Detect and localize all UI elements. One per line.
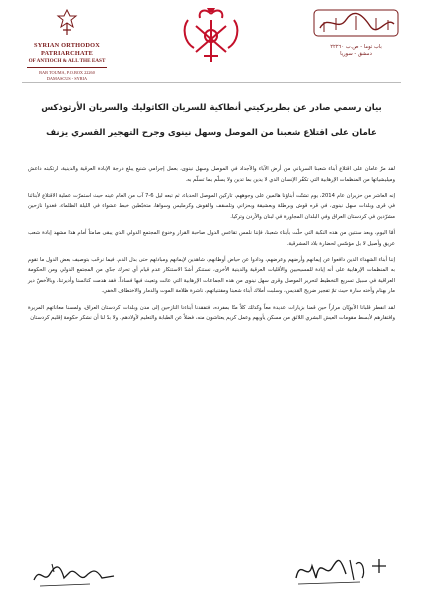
header-divider bbox=[22, 82, 401, 83]
letterhead-title: SYRIAN ORTHODOX PATRIARCHATE bbox=[34, 42, 100, 57]
patriarchate-crest-icon bbox=[52, 8, 82, 36]
letterhead-rule bbox=[27, 67, 107, 68]
letterhead-subtitle: OF ANTIOCH & ALL THE EAST bbox=[28, 58, 106, 64]
statement-body bbox=[28, 164, 395, 329]
patriarchal-emblem-icon bbox=[176, 6, 246, 64]
letterhead-city-ar: دمشق - سوريا bbox=[340, 51, 372, 57]
letterhead-left bbox=[8, 8, 126, 82]
paragraph: لقد انفطر قلبانا الأبويّان مراراً حين قمنا بزيارات عديدة معاً وكذلك كلاً منّا بمفرده، فتفقدنا أبناءنا النازحين إلى مدن وبلدات كردستان العراق، ولمسنا معاناتهم المريرة وافتقارهم لأبسط مقومات العيش البشري اللائق من مسكن يأويهم وعمل كريم يعتاشون منه، فضلاً عن الطبابة والتعليم لأولادهم. ولا بدّ لنا أن نشكر حكومة إقليم كردستان bbox=[28, 304, 395, 322]
statement-title: بيان رسمي صادر عن بطريركيتي أنطاكية للسريان الكاثوليك والسريان الأرثوذكس bbox=[41, 103, 382, 113]
letterhead-address-ar: باب توما - ص.ب ٢٢٢٦٠ bbox=[330, 44, 382, 50]
paragraph: لقد مرّ عامان على اقتلاع أبناء شعبنا السرياني من أرض الآباء والأجداد في الموصل وسهل نينوى، بعمل إجرامي شنيع يبلغ درجة الإبادة العرقية والدينية، ارتكبته داعش وميليشياتها من المنظمات الإرهابية التي تكفّر الإنسان الذي لا يدين بما تدين ولا يسلّم بما تسلّم به. bbox=[28, 166, 395, 183]
signature-left-icon bbox=[30, 558, 118, 590]
signature-right bbox=[290, 548, 396, 590]
letterhead-address: BAB TOUMA, P.O.BOX 22260 bbox=[39, 70, 95, 75]
signature-left bbox=[30, 558, 118, 590]
paragraph: إننا أبناء الشهداء الذين دافعوا عن إيمانهم وأرضهم وعرضهم، وذادوا عن حياض أوطانهم، شاهدين لإيمانهم ومبادئهم حتى بذل الدم. فيما نرحّب بتوصيف بعض الدول ما تقوم به المنظمات الإرهابية على أنه إبادة للمسيحيين والأقليات العرقية والدينية الأخرى، نستنكر أشدّ الاستنكار عدم قيام أي تحرك جدّي من المجتمع الدولي ومن الحكومة العراقية في سبيل تسريع التخطيط لتحرير الموصل وقرى سهل نينوى من هذه الجماعات الإرهابية التي عاثت وتعيث فيها فساداً. فقد هدمت كنائسنا وأديرتنا، وبالأخصّ دير مار بهنام وأخته سارة حيث تمّ تفجير ضريح القديس، وسلبت أملاك أبناء شعبنا ومقتنياتهم، ناشرة ظلامة الموت والدمار والاختطاف الخفي. bbox=[28, 256, 395, 295]
paragraph: أمّا اليوم، وبعد سنتين من هذه النكبة التي حلّت بأبناء شعبنا، فإننا نلمس تقاعس الدول صاحبة القرار وخنوع المجتمع الدولي الذي يبقى صامتاً أمام هذا مشهد إبادة شعب عريق وأصيل لا بل مؤسّس لحضارة بلاد المشرقية. bbox=[28, 229, 395, 247]
letterhead-city: DAMASCUS - SYRIA bbox=[46, 76, 88, 81]
letterhead-right bbox=[297, 8, 415, 58]
statement-subtitle: عامان على اقتلاع شعبنا من الموصل وسهل نينوى وجرح التهجير القسري يزنف bbox=[46, 128, 377, 138]
arabic-calligraphy-seal-icon bbox=[308, 8, 404, 38]
paragraph: إنه العاشر من حزيران عام 2014، يوم تشتّت أبناؤنا هائمين على وجوههم، تاركين الموصل الحدباء، ثم تبعه ليل 6-7 آب من العام عينه حيث استمرّت عملية الاقتلاع لأبنائنا في قرى وبلدات سهل نينوى، في قره قوش وبرطلة وبعشيقة وبحزاني وتلسقف والقوش وكرمليس وسواها، متخبّطين خبط عشواء في الليلة الظلماء، فغدوا نازحين مشرّدين في كردستان العراق وفي البلدان المجاورة في لبنان والأردن وتركيا. bbox=[28, 192, 395, 220]
signature-right-icon bbox=[290, 548, 396, 590]
